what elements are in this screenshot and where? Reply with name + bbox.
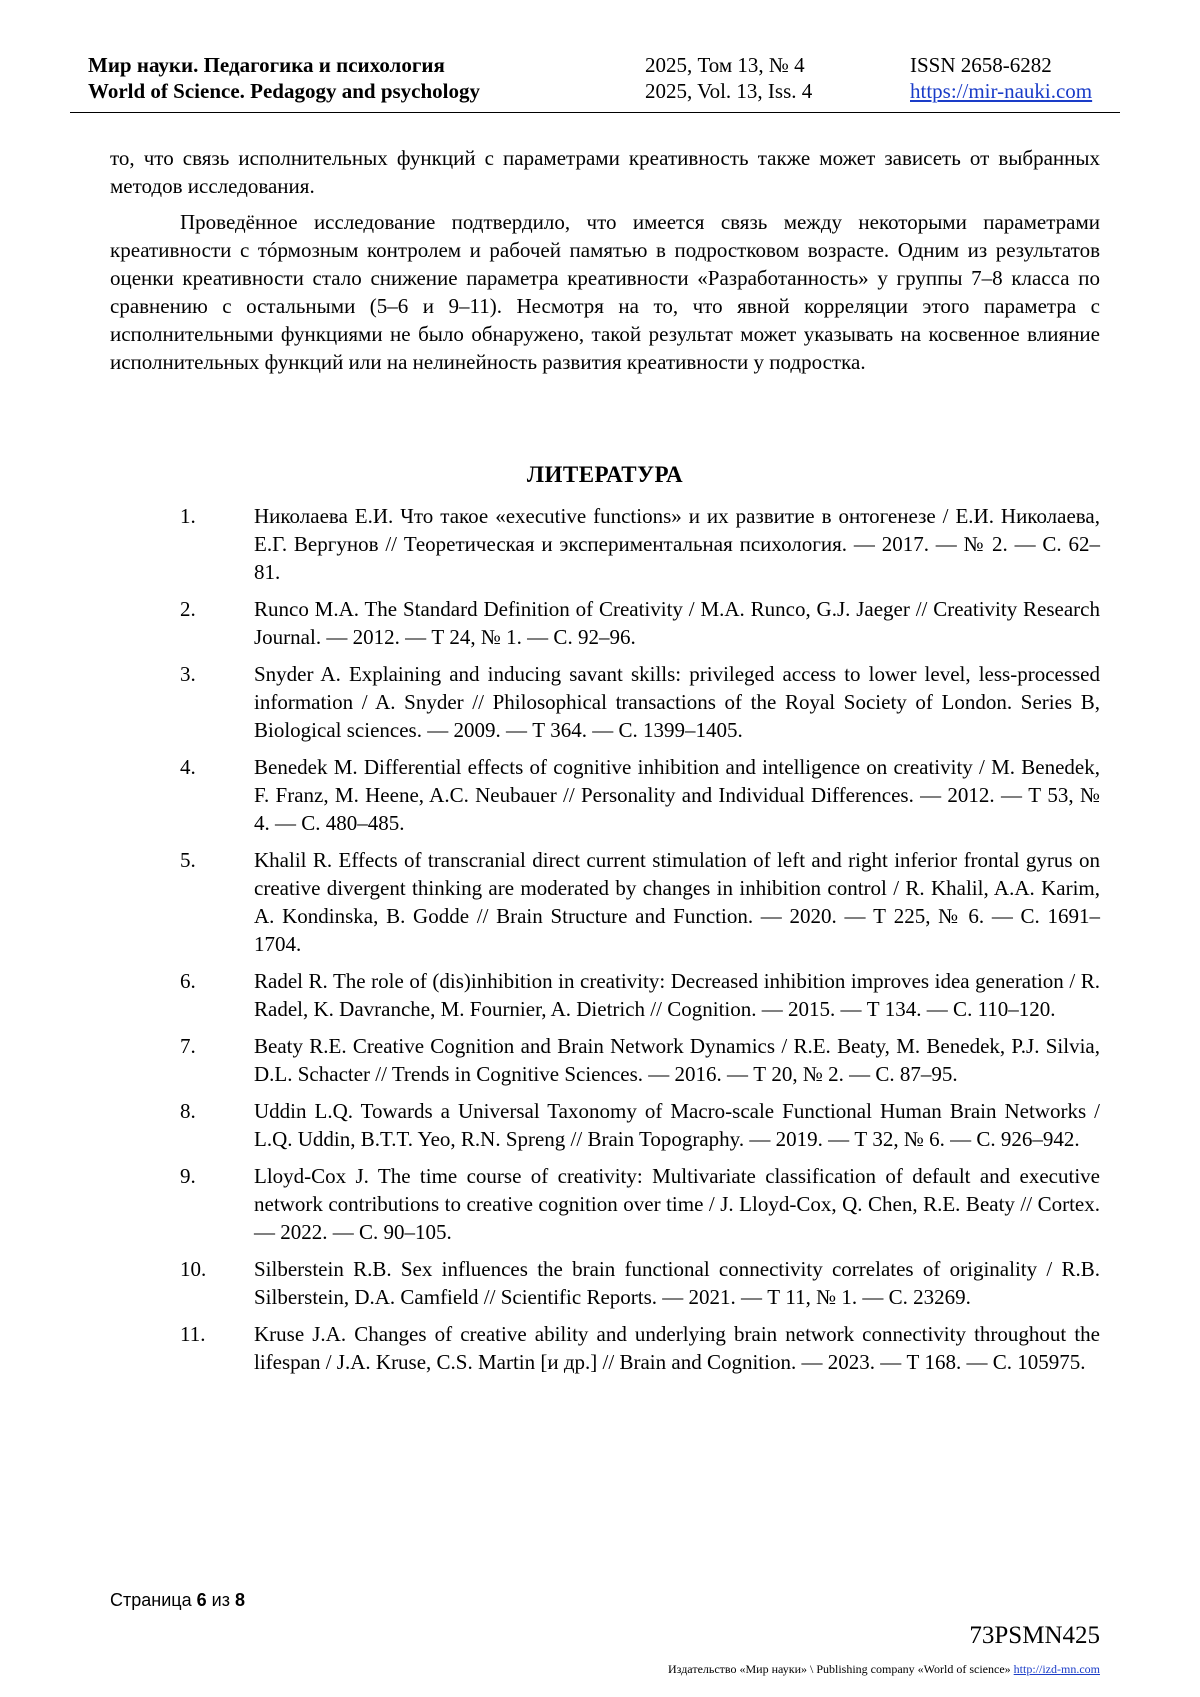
page-current: 6 [196, 1590, 207, 1610]
volume-ru: 2025, Том 13, № 4 [645, 53, 805, 77]
reference-number: 11. [180, 1322, 206, 1346]
reference-number: 8. [180, 1099, 196, 1123]
reference-text: Lloyd-Cox J. The time course of creativity: Multivariate classification of default and executive network contributions to creative cognition over time / J. Lloyd-Cox, Q. Chen, R.E. Beaty // Cortex. — 2022. — С. 90–105. [254, 1164, 1100, 1244]
reference-item [110, 1032, 1100, 1088]
reference-number: 9. [180, 1164, 196, 1188]
reference-item [110, 1320, 1100, 1376]
reference-number: 6. [180, 969, 196, 993]
page-number [110, 1590, 245, 1611]
reference-number: 10. [180, 1257, 207, 1281]
reference-text: Radel R. The role of (dis)inhibition in creativity: Decreased inhibition improves idea generation / R. Radel, K. Davranche, M. Fournier, A. Dietrich // Cognition. — 2015. — Т 134. — С. 110–120. [254, 969, 1100, 1021]
reference-number: 2. [180, 597, 196, 621]
reference-text: Николаева Е.И. Что такое «executive functions» и их развитие в онтогенезе / Е.И. Николаева, Е.Г. Вергунов // Теоретическая и экспериментальная психология. — 2017. — № 2. — С. 62–81. [254, 504, 1100, 584]
reference-text: Benedek M. Differential effects of cognitive inhibition and intelligence on creativity / M. Benedek, F. Franz, M. Heene, A.C. Neubauer // Personality and Individual Differences. — 2012. — Т 53, № 4. — С. 480–485. [254, 755, 1100, 835]
reference-item [110, 502, 1100, 586]
reference-number: 1. [180, 504, 196, 528]
journal-header [70, 50, 1120, 110]
volume-en: 2025, Vol. 13, Iss. 4 [645, 79, 813, 103]
reference-item [110, 1255, 1100, 1311]
reference-item [110, 1097, 1100, 1153]
reference-item [110, 1162, 1100, 1246]
header-divider [70, 112, 1120, 113]
publisher-text: Издательство «Мир науки» \ Publishing company «World of science» [668, 1662, 1011, 1676]
reference-text: Snyder A. Explaining and inducing savant skills: privileged access to lower level, less-processed information / A. Snyder // Philosophical transactions of the Royal Society of London. Series B, Biological sciences. — 2009. — Т 364. — С. 1399–1405. [254, 662, 1100, 742]
reference-list [110, 502, 1100, 1385]
page-total: 8 [234, 1590, 245, 1610]
reference-text: Khalil R. Effects of transcranial direct current stimulation of left and right inferior frontal gyrus on creative divergent thinking are moderated by changes in inhibition control / R. Khalil, A.A. Karim, A. Kondinska, B. Godde // Brain Structure and Function. — 2020. — Т 225, № 6. — С. 1691–1704. [254, 848, 1100, 956]
reference-item [110, 595, 1100, 651]
reference-number: 7. [180, 1034, 196, 1058]
article-body [110, 144, 1100, 384]
reference-text: Beaty R.E. Creative Cognition and Brain Network Dynamics / R.E. Beaty, M. Benedek, P.J. Silvia, D.L. Schacter // Trends in Cognitive Sciences. — 2016. — Т 20, № 2. — С. 87–95. [254, 1034, 1100, 1086]
reference-text: Silberstein R.B. Sex influences the brain functional connectivity correlates of originality / R.B. Silberstein, D.A. Camfield // Scientific Reports. — 2021. — Т 11, № 1. — С. 23269. [254, 1257, 1100, 1309]
reference-item [110, 967, 1100, 1023]
reference-text: Runco M.A. The Standard Definition of Creativity / M.A. Runco, G.J. Jaeger // Creativity Research Journal. — 2012. — Т 24, № 1. — С. 92–96. [254, 597, 1100, 649]
reference-number: 4. [180, 755, 196, 779]
publisher-link[interactable]: http://izd-mn.com [1013, 1662, 1100, 1676]
page-prefix: Страница [110, 1590, 192, 1610]
journal-url-link[interactable]: https://mir-nauki.com [910, 79, 1093, 103]
issn: ISSN 2658-6282 [910, 53, 1052, 77]
reference-item [110, 753, 1100, 837]
body-paragraph: Проведённое исследование подтвердило, что имеется связь между некоторыми параметрами креативности с тóрмозным контролем и рабочей памятью в подростковом возрасте. Одним из результатов оценки креативности стало снижение параметра креативности «Разработанность» у группы 7–8 класса по сравнению с остальными (5–6 и 9–11). Несмотря на то, что явной корреляции этого параметра с исполнительными функциями не было обнаружено, такой результат может указывать на косвенное влияние исполнительных функций или на нелинейность развития креативности у подростка. [110, 210, 1100, 374]
reference-item [110, 846, 1100, 958]
publisher-line [668, 1662, 1100, 1677]
body-paragraph: то, что связь исполнительных функций с параметрами креативность также может зависеть от выбранных методов исследования. [110, 146, 1100, 198]
reference-number: 3. [180, 662, 196, 686]
journal-title-ru: Мир науки. Педагогика и психология [88, 53, 445, 77]
reference-text: Kruse J.A. Changes of creative ability and underlying brain network connectivity throughout the lifespan / J.A. Kruse, C.S. Martin [и др.] // Brain and Cognition. — 2023. — Т 168. — С. 105975. [254, 1322, 1100, 1374]
reference-item [110, 660, 1100, 744]
literature-heading: ЛИТЕРАТУРА [526, 462, 684, 487]
article-code: 73PSMN425 [969, 1622, 1100, 1649]
reference-number: 5. [180, 848, 196, 872]
page-separator: из [211, 1590, 230, 1610]
reference-text: Uddin L.Q. Towards a Universal Taxonomy of Macro-scale Functional Human Brain Networks / L.Q. Uddin, B.T.T. Yeo, R.N. Spreng // Brain Topography. — 2019. — Т 32, № 6. — С. 926–942. [254, 1099, 1100, 1151]
journal-title-en: World of Science. Pedagogy and psychology [88, 79, 481, 103]
